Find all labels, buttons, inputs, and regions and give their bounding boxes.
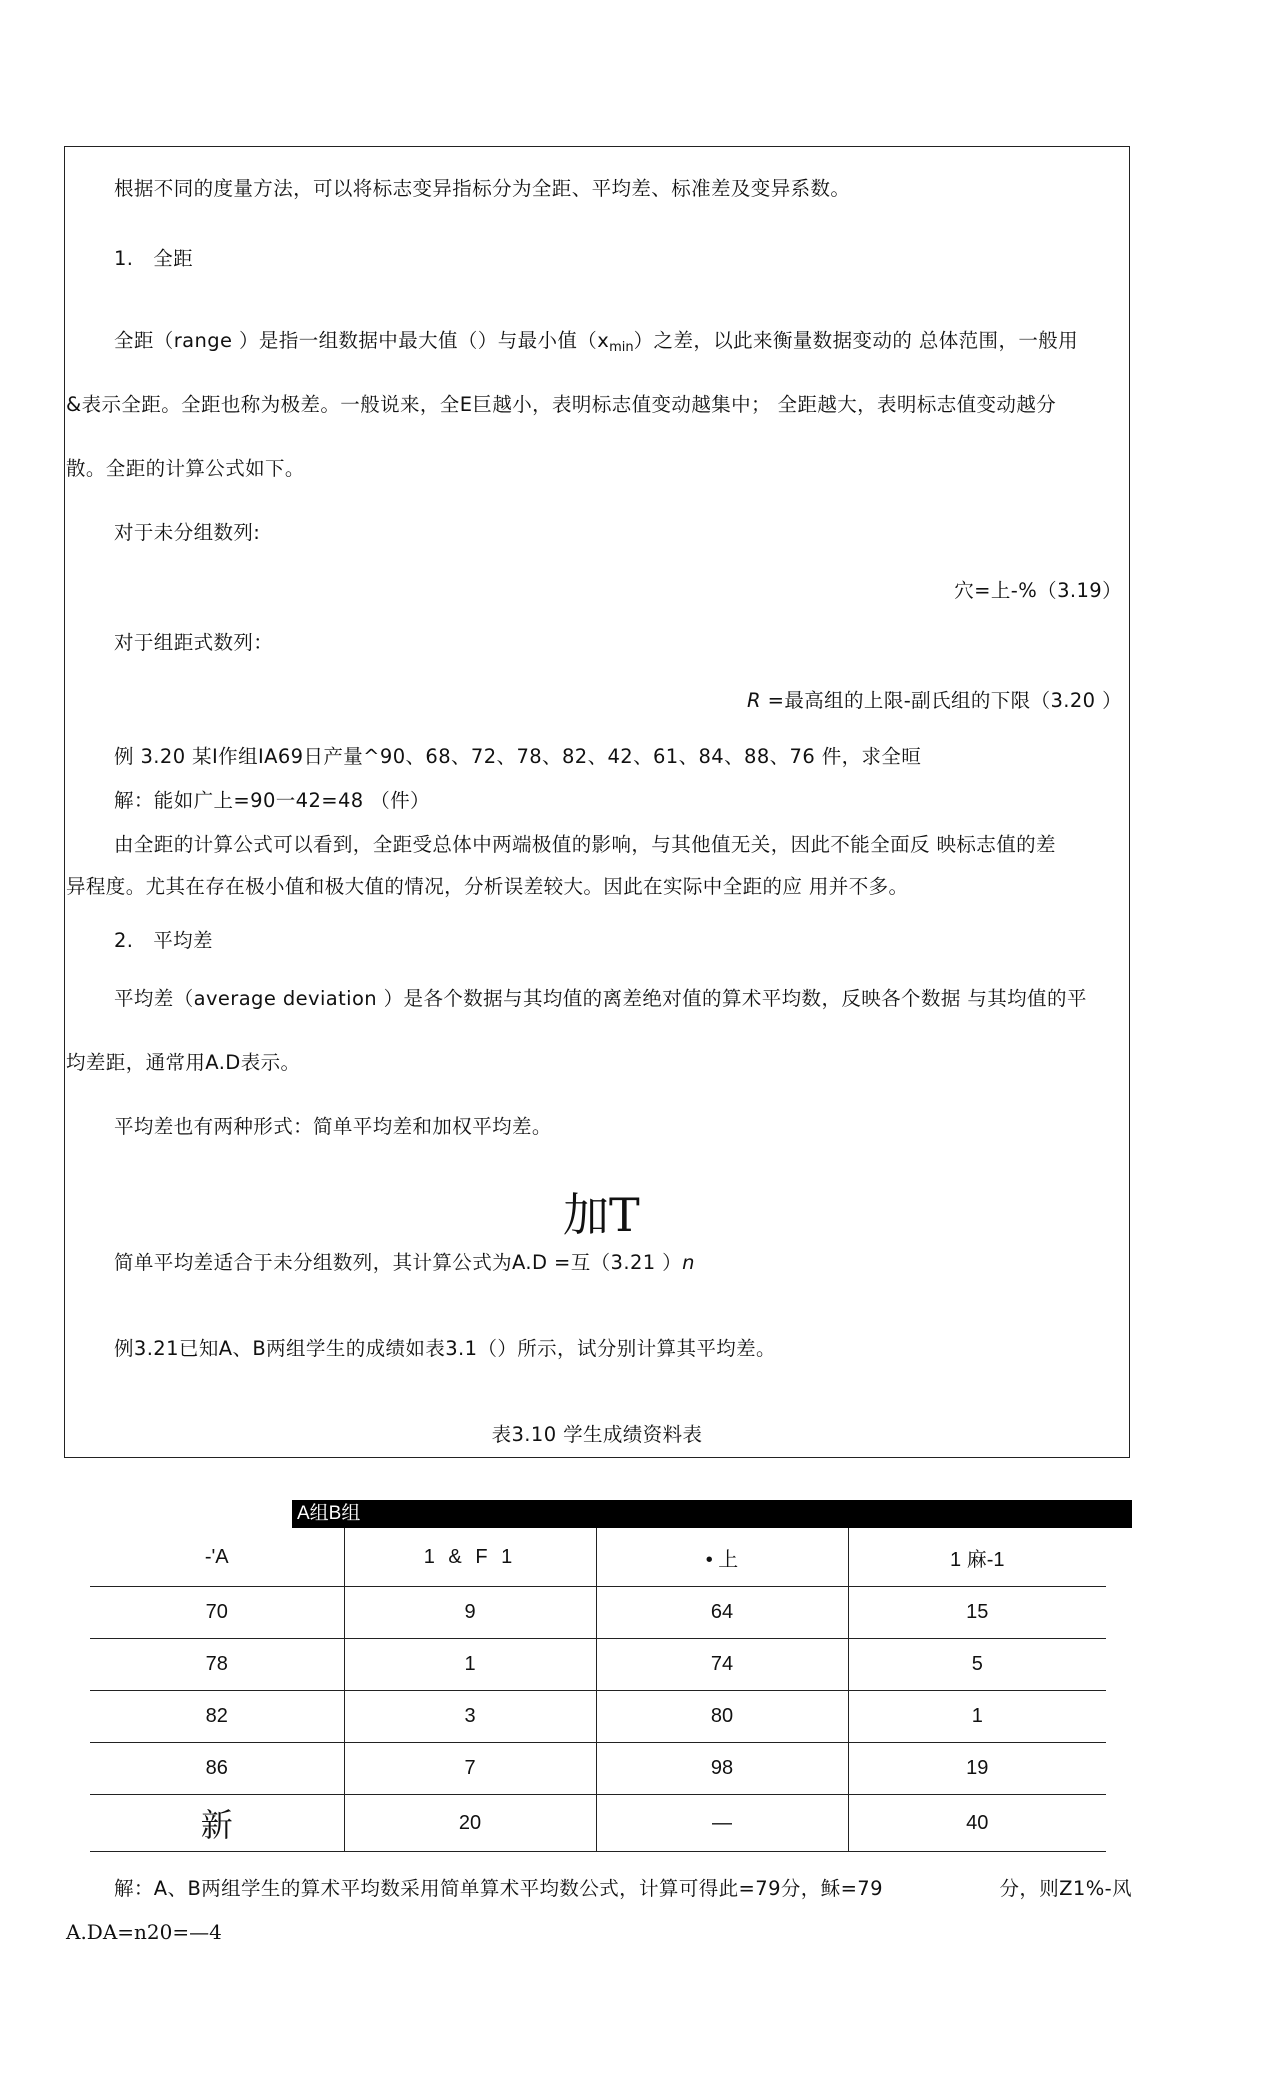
- table-cell: 9: [344, 1587, 596, 1639]
- example-3-20: 例 3.20 某I作组IA69日产量^90、68、72、78、82、42、61、84、88、76 件，求全晅: [114, 745, 922, 768]
- table-cell: 15: [848, 1587, 1106, 1639]
- range-note-line-2: 异程度。尤其在存在极小值和极大值的情况，分析误差较大。因此在实际中全距的应 用并不多。: [66, 875, 909, 898]
- table-cell: 5: [848, 1639, 1106, 1691]
- avgdev-two-forms: 平均差也有两种形式：简单平均差和加权平均差。: [114, 1115, 552, 1138]
- range-text-b: ）之差，以此来衡量数据变动的 总体范围，一般用: [633, 329, 1079, 352]
- table-header-cell: • 上: [596, 1528, 848, 1587]
- table-row: [90, 1587, 1106, 1639]
- table-cell: 78: [90, 1639, 344, 1691]
- example-3-21: 例3.21已知A、B两组学生的成绩如表3.1（）所示，试分别计算其平均差。: [114, 1337, 776, 1360]
- table-cell: 86: [90, 1743, 344, 1795]
- table-cell: 3: [344, 1691, 596, 1743]
- table-row: [90, 1691, 1106, 1743]
- formula-3-20-text: =最高组的上限-副氏组的下限（3.20 ）: [761, 689, 1122, 712]
- range-definition-line-1: [114, 328, 1078, 361]
- table-cell: 1: [344, 1639, 596, 1691]
- section-heading-avgdev: [114, 928, 213, 954]
- table-cell: 64: [596, 1587, 848, 1639]
- table-header-cell: -'A: [90, 1528, 344, 1587]
- table-cell: 7: [344, 1743, 596, 1795]
- simple-avgdev-formula: [114, 1250, 695, 1276]
- intro-paragraph: 根据不同的度量方法，可以将标志变异指标分为全距、平均差、标准差及变异系数。: [114, 177, 851, 200]
- table-cell: 40: [848, 1795, 1106, 1852]
- section-number: 1.: [114, 247, 134, 270]
- section-number: 2.: [114, 929, 134, 952]
- table-cell: 19: [848, 1743, 1106, 1795]
- table-cell: 新: [90, 1795, 344, 1852]
- solution-3-21-tail: 分，则Z1%-风: [999, 1877, 1132, 1900]
- table-cell: 82: [90, 1691, 344, 1743]
- simple-avgdev-text: 简单平均差适合于未分组数列，其计算公式为A.D =互（3.21 ）: [114, 1251, 683, 1274]
- section-heading-range: [114, 246, 193, 272]
- ad-result: A.DA=n20=—4: [66, 1920, 222, 1944]
- avgdev-definition-line-2: 均差距，通常用A.D表示。: [66, 1051, 301, 1074]
- table-cell: 80: [596, 1691, 848, 1743]
- grouped-label: 对于组距式数列：: [114, 631, 274, 654]
- table-cell: 70: [90, 1587, 344, 1639]
- table-cell: 1: [848, 1691, 1106, 1743]
- table-cell: 20: [344, 1795, 596, 1852]
- table-cell: 98: [596, 1743, 848, 1795]
- formula-symbol-r: R: [747, 689, 761, 712]
- range-note-line-1: 由全距的计算公式可以看到，全距受总体中两端极值的影响，与其他值无关，因此不能全面反 映标志值的差: [114, 833, 1056, 856]
- table-header-row: [90, 1528, 1106, 1587]
- solution-3-21: 解：A、B两组学生的算术平均数采用简单算术平均数公式，计算可得此=79分，稣=79: [114, 1877, 883, 1900]
- table-header-cell: 1 麻-1: [848, 1528, 1106, 1587]
- formula-3-19: 穴=上-%（3.19）: [954, 579, 1122, 602]
- formula-3-20: [747, 688, 1122, 714]
- table-group-label: A组B组: [297, 1503, 361, 1524]
- avgdev-definition-line-1: 平均差（average deviation ）是各个数据与其均值的离差绝对值的算术平均数，反映各个数据 与其均值的平: [114, 987, 1087, 1010]
- table-cell: —: [596, 1795, 848, 1852]
- table-caption: 表3.10 学生成绩资料表: [491, 1423, 703, 1446]
- table-row: [90, 1795, 1106, 1852]
- subscript-min: min: [609, 340, 634, 355]
- table-row: [90, 1743, 1106, 1795]
- section-title: 平均差: [153, 929, 213, 952]
- table-header-cell: 1 & F 1: [344, 1528, 596, 1587]
- table-row: [90, 1639, 1106, 1691]
- table-cell: 74: [596, 1639, 848, 1691]
- range-definition-line-3: 散。全距的计算公式如下。: [66, 457, 305, 480]
- range-definition-line-2: &表示全距。全距也称为极差。一般说来，全E巨越小，表明标志值变动越集中； 全距越大，表明标志值变动越分: [66, 393, 1057, 416]
- ungrouped-label: 对于未分组数列:: [114, 521, 261, 544]
- section-title: 全距: [153, 247, 194, 270]
- formula-symbol-n: n: [682, 1251, 695, 1274]
- table-group-bar: [292, 1500, 1132, 1528]
- scores-table: [90, 1528, 1106, 1852]
- solution-3-20: 解：能如广上=90一42=48 （件）: [114, 789, 430, 812]
- formula-fragment: 加T: [563, 1188, 640, 1242]
- range-text-a: 全距（range ）是指一组数据中最大值（）与最小值（x: [114, 329, 610, 352]
